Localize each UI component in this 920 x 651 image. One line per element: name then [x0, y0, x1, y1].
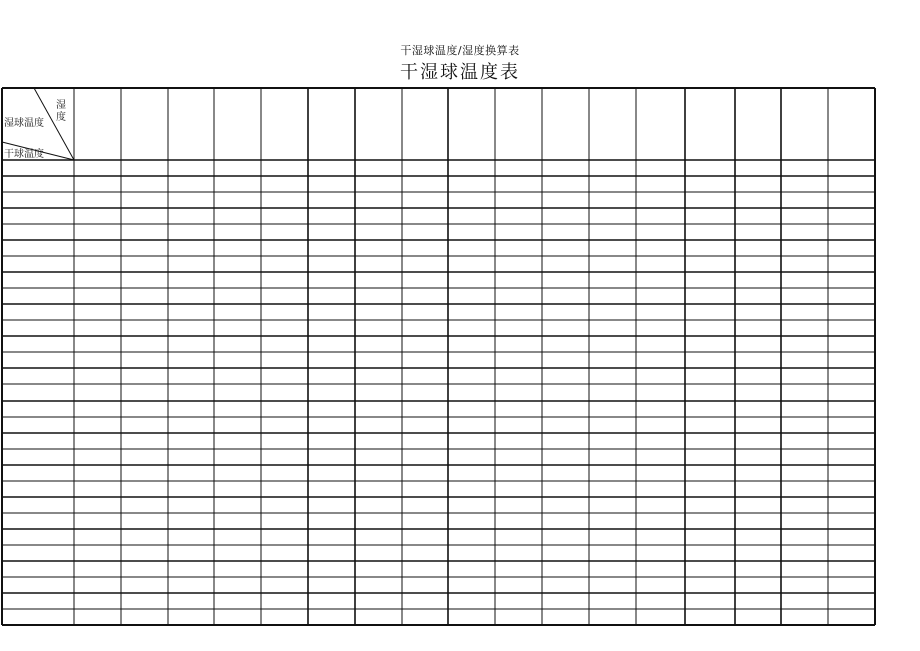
document-title: 干湿球温度表 [400, 62, 520, 83]
corner-header-dry-bulb: 干球温度 [4, 149, 44, 160]
document-subtitle: 干湿球温度/湿度换算表 [400, 44, 520, 57]
corner-header-humidity: 湿度 [56, 100, 66, 123]
corner-header-wet-bulb: 湿球温度 [4, 118, 44, 129]
